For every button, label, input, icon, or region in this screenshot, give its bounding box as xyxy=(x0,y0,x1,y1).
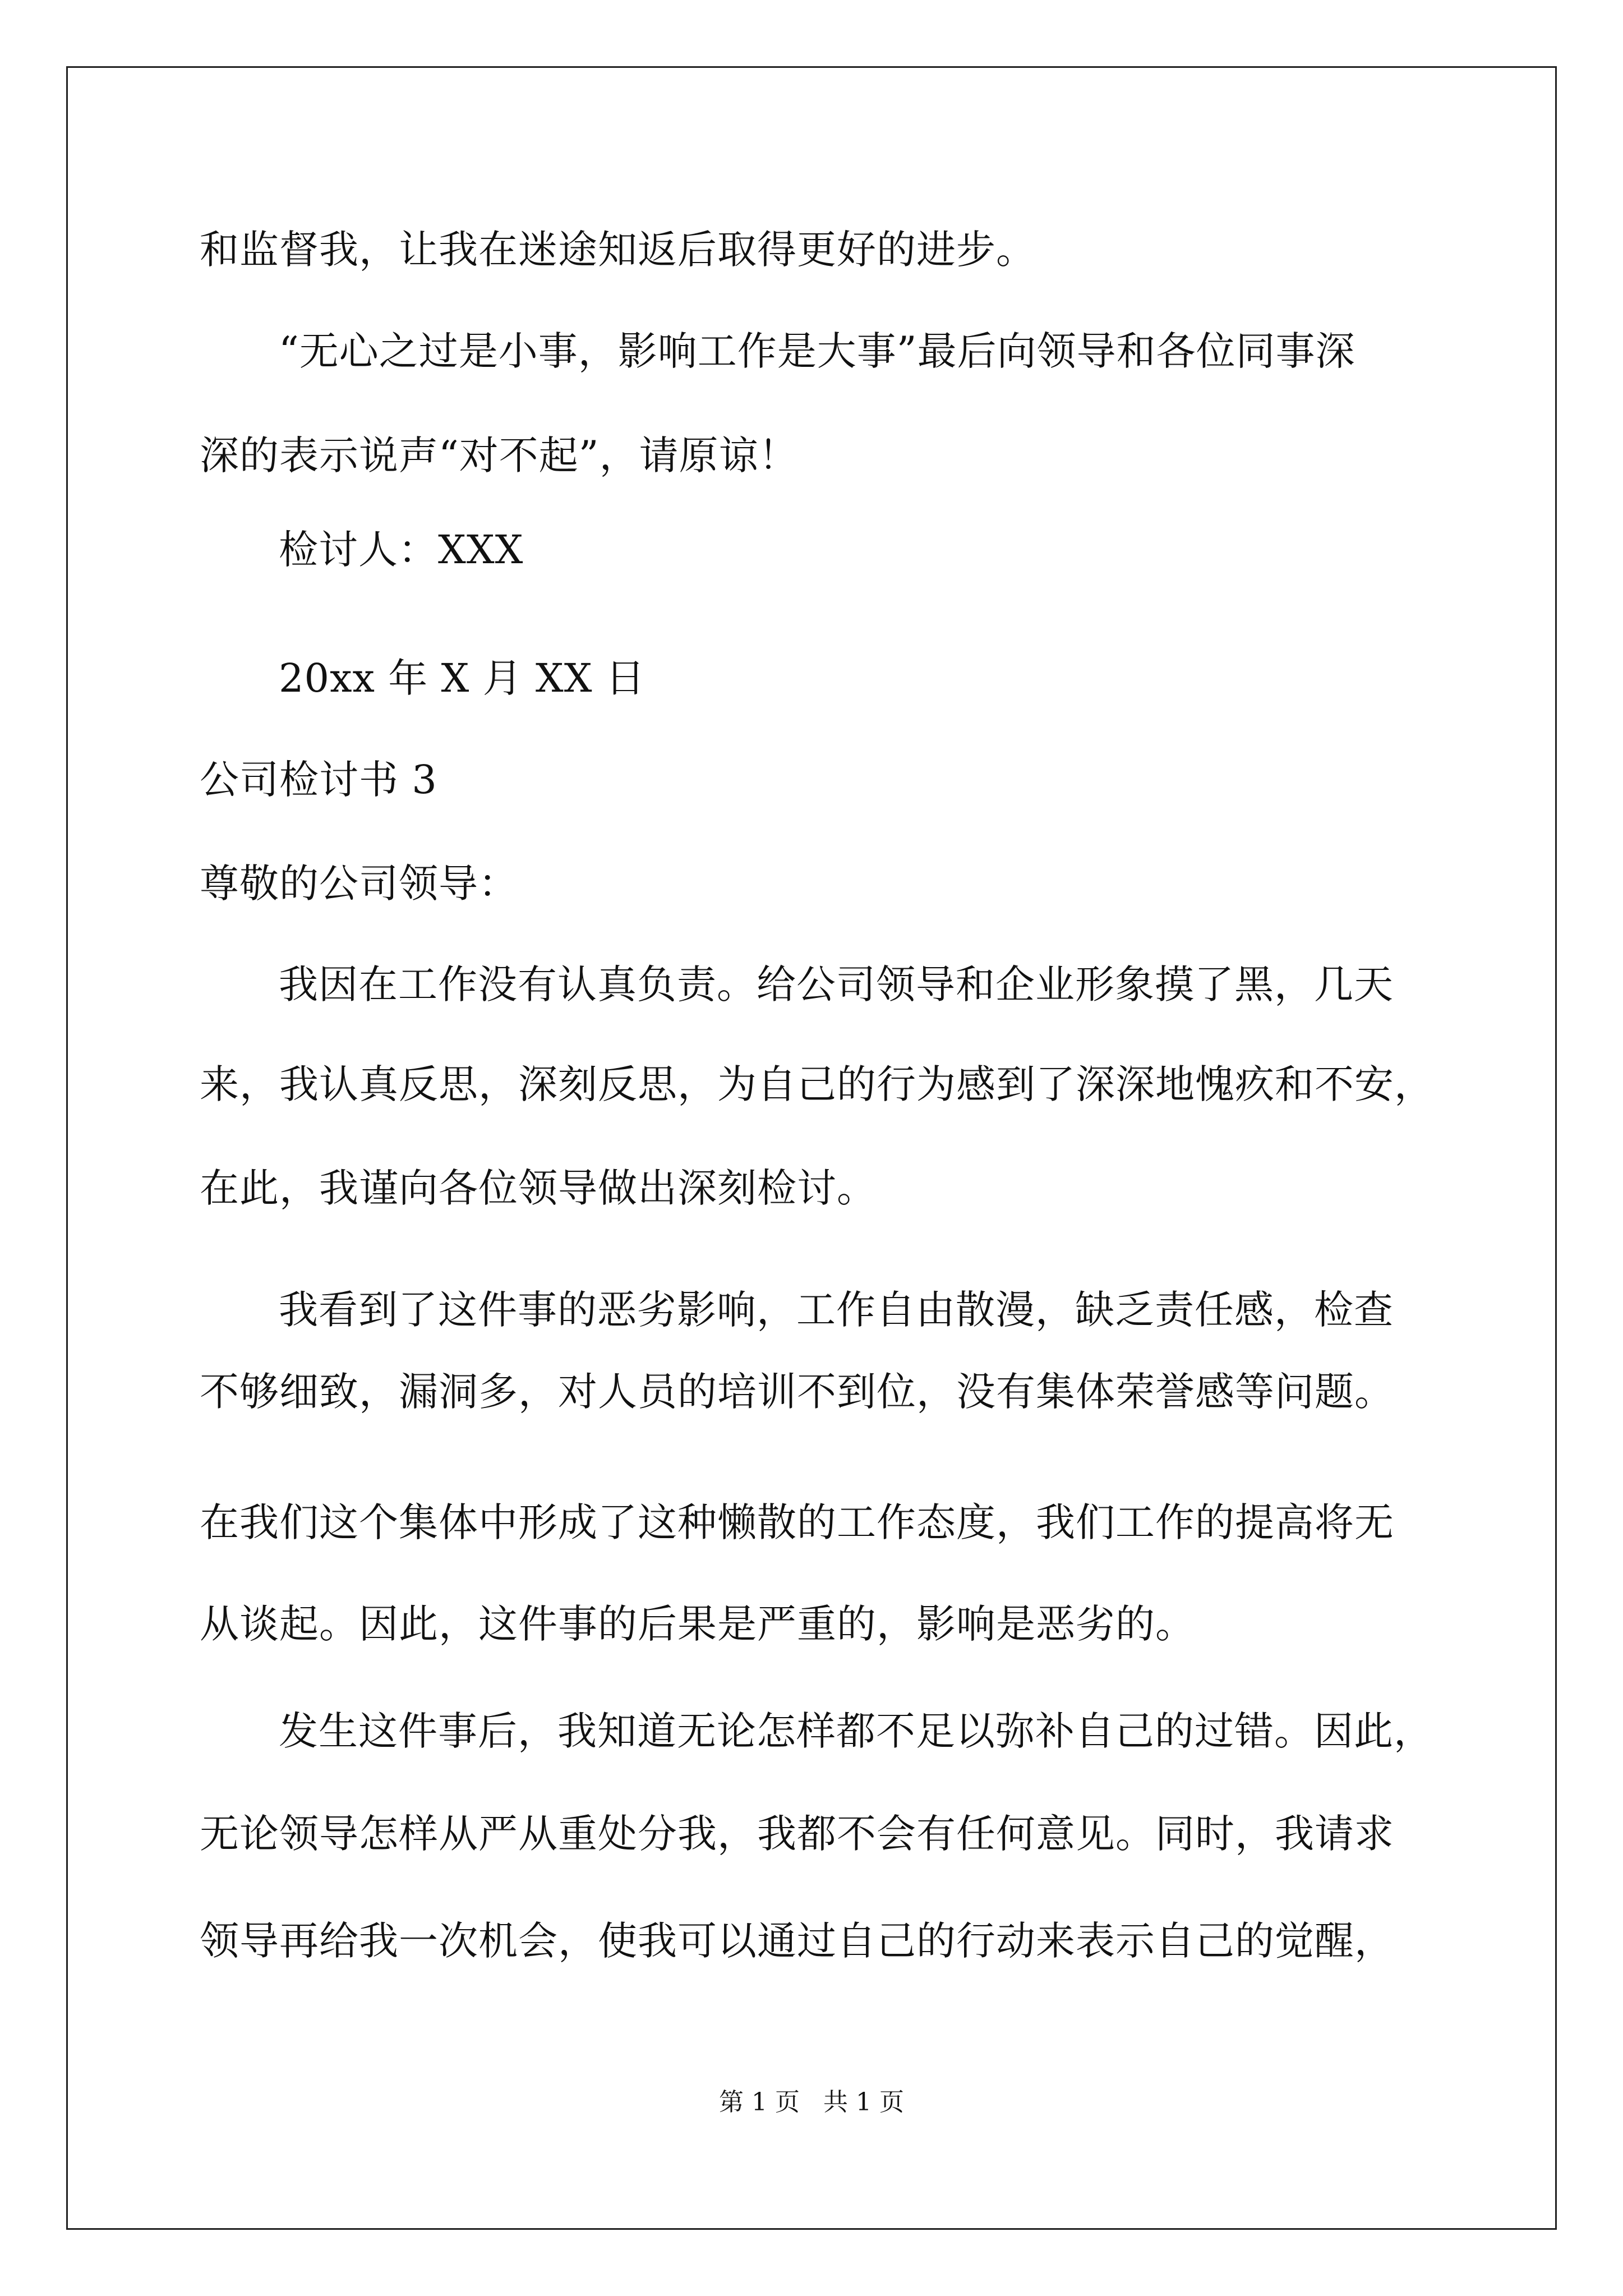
text-line-10: 在此，我谨向各位领导做出深刻检讨。 xyxy=(200,1165,877,1211)
text-line-3: 深的表示说声“对不起”，请原谅！ xyxy=(200,432,799,478)
text-line-11: 我看到了这件事的恶劣影响，工作自由散漫，缺乏责任感，检查 xyxy=(279,1287,1394,1333)
salutation: 尊敬的公司领导： xyxy=(200,861,518,907)
text-line-13: 在我们这个集体中形成了这种懒散的工作态度，我们工作的提高将无 xyxy=(200,1499,1394,1545)
section-heading: 公司检讨书 3 xyxy=(200,757,437,803)
text-line-17: 领导再给我一次机会，使我可以通过自己的行动来表示自己的觉醒， xyxy=(200,1918,1394,1964)
text-line-12: 不够细致，漏洞多，对人员的培训不到位，没有集体荣誉感等问题。 xyxy=(200,1369,1394,1415)
text-line-15: 发生这件事后，我知道无论怎样都不足以弥补自己的过错。因此， xyxy=(279,1708,1433,1754)
text-line-16: 无论领导怎样从严从重处分我，我都不会有任何意见。同时，我请求 xyxy=(200,1811,1394,1857)
date-line: 20xx 年 X 月 XX 日 xyxy=(279,655,645,701)
page-footer: 第 1 页 共 1 页 xyxy=(719,2088,904,2116)
text-line-8: 我因在工作没有认真负责。给公司领导和企业形象摸了黑，几天 xyxy=(279,961,1394,1007)
text-line-14: 从谈起。因此，这件事的后果是严重的，影响是恶劣的。 xyxy=(200,1601,1195,1647)
page-border xyxy=(66,66,1557,2230)
text-line-1: 和监督我，让我在迷途知返后取得更好的进步。 xyxy=(200,227,1036,273)
text-line-2: “无心之过是小事，影响工作是大事”最后向领导和各位同事深 xyxy=(279,328,1355,374)
text-line-9: 来，我认真反思，深刻反思，为自己的行为感到了深深地愧疚和不安， xyxy=(200,1061,1434,1107)
signature-label: 检讨人：XXX xyxy=(279,527,524,573)
